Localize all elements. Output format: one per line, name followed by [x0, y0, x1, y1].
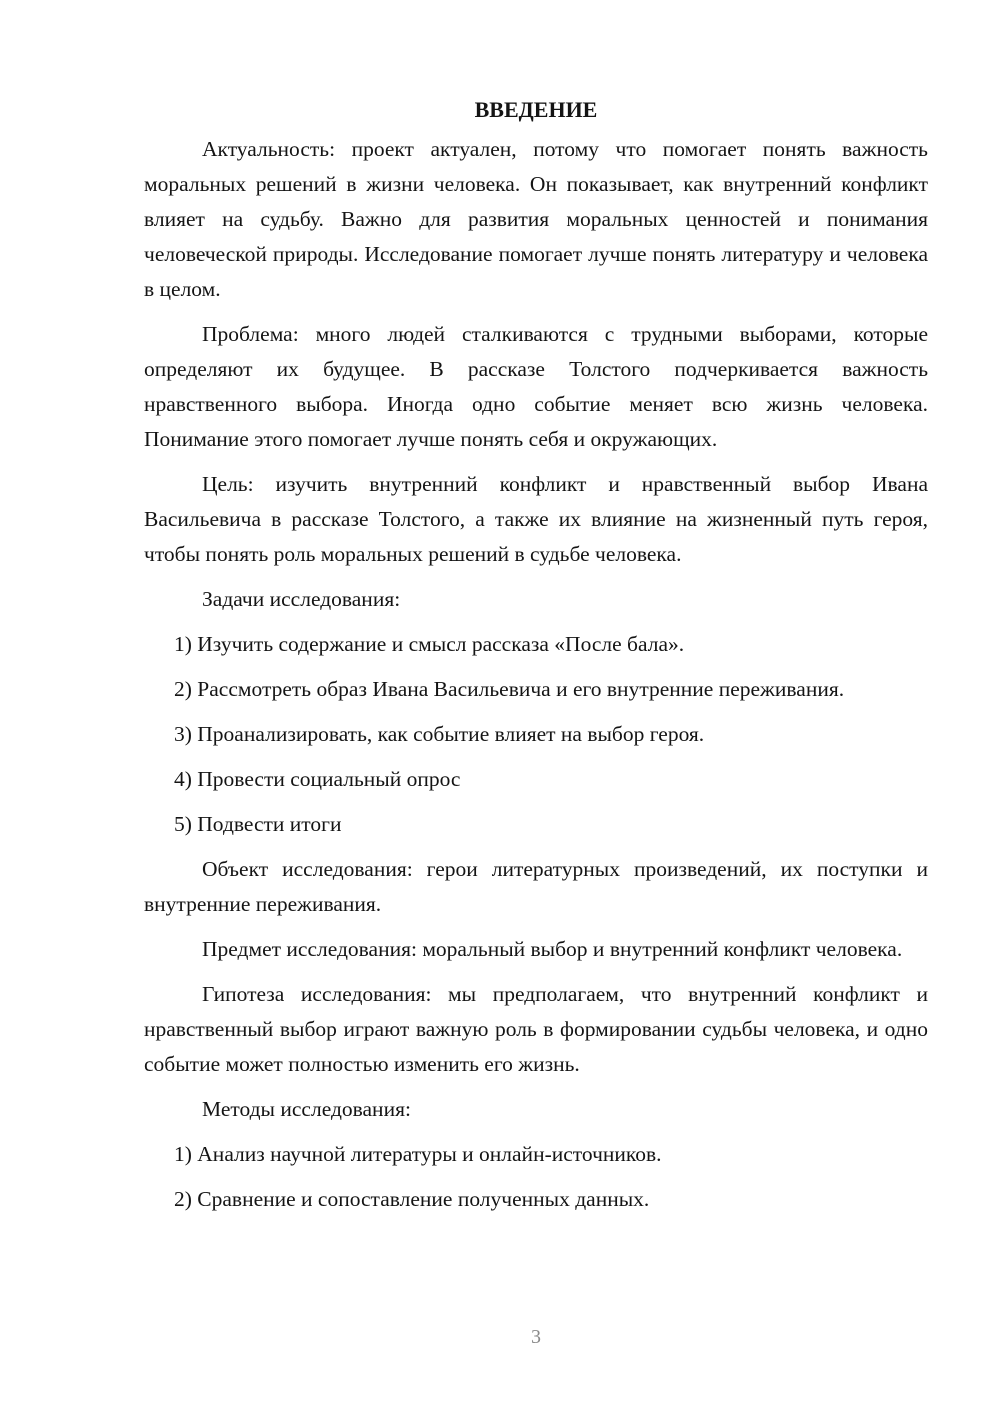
- document-page: [144, 92, 928, 1227]
- tasks-heading: Задачи исследования:: [202, 587, 401, 611]
- method-item-1: 1) Анализ научной литературы и онлайн-источников.: [174, 1142, 662, 1166]
- subject-paragraph: Предмет исследования: моральный выбор и внутренний конфликт человека.: [202, 937, 903, 961]
- task-item-4: 4) Провести социальный опрос: [174, 767, 461, 791]
- task-item-3: 3) Проанализировать, как событие влияет на выбор героя.: [174, 722, 705, 746]
- section-title: ВВЕДЕНИЕ: [474, 97, 598, 122]
- goal-paragraph: Цель: изучить внутренний конфликт и нравственный выбор Ивана Васильевича в рассказе Толстого, а также их влияние на жизненный путь героя, чтобы понять роль моральных решений в судьбе человека.: [144, 472, 928, 566]
- methods-heading: Методы исследования:: [202, 1097, 411, 1121]
- page-number: 3: [531, 1326, 541, 1348]
- problem-paragraph: Проблема: много людей сталкиваются с трудными выборами, которые определяют их будущее. В рассказе Толстого подчеркивается важность нравственного выбора. Иногда одно событие меняет всю жизнь человека. Понимание этого помогает лучше понять себя и окружающих.: [144, 322, 928, 451]
- object-paragraph: Объект исследования: герои литературных произведений, их поступки и внутренние переживания.: [144, 857, 928, 916]
- hypothesis-paragraph: Гипотеза исследования: мы предполагаем, что внутренний конфликт и нравственный выбор играют важную роль в формировании судьбы человека, и одно событие может полностью изменить его жизнь.: [144, 982, 928, 1076]
- task-item-5: 5) Подвести итоги: [174, 812, 342, 836]
- method-item-2: 2) Сравнение и сопоставление полученных данных.: [174, 1187, 650, 1211]
- task-item-1: 1) Изучить содержание и смысл рассказа «После бала».: [174, 632, 685, 656]
- relevance-paragraph: Актуальность: проект актуален, потому что помогает понять важность моральных решений в жизни человека. Он показывает, как внутренний конфликт влияет на судьбу. Важно для развития моральных ценностей и понимания человеческой природы. Исследование помогает лучше понять литературу и человека в целом.: [144, 137, 928, 301]
- task-item-2: 2) Рассмотреть образ Ивана Васильевича и его внутренние переживания.: [174, 677, 845, 701]
